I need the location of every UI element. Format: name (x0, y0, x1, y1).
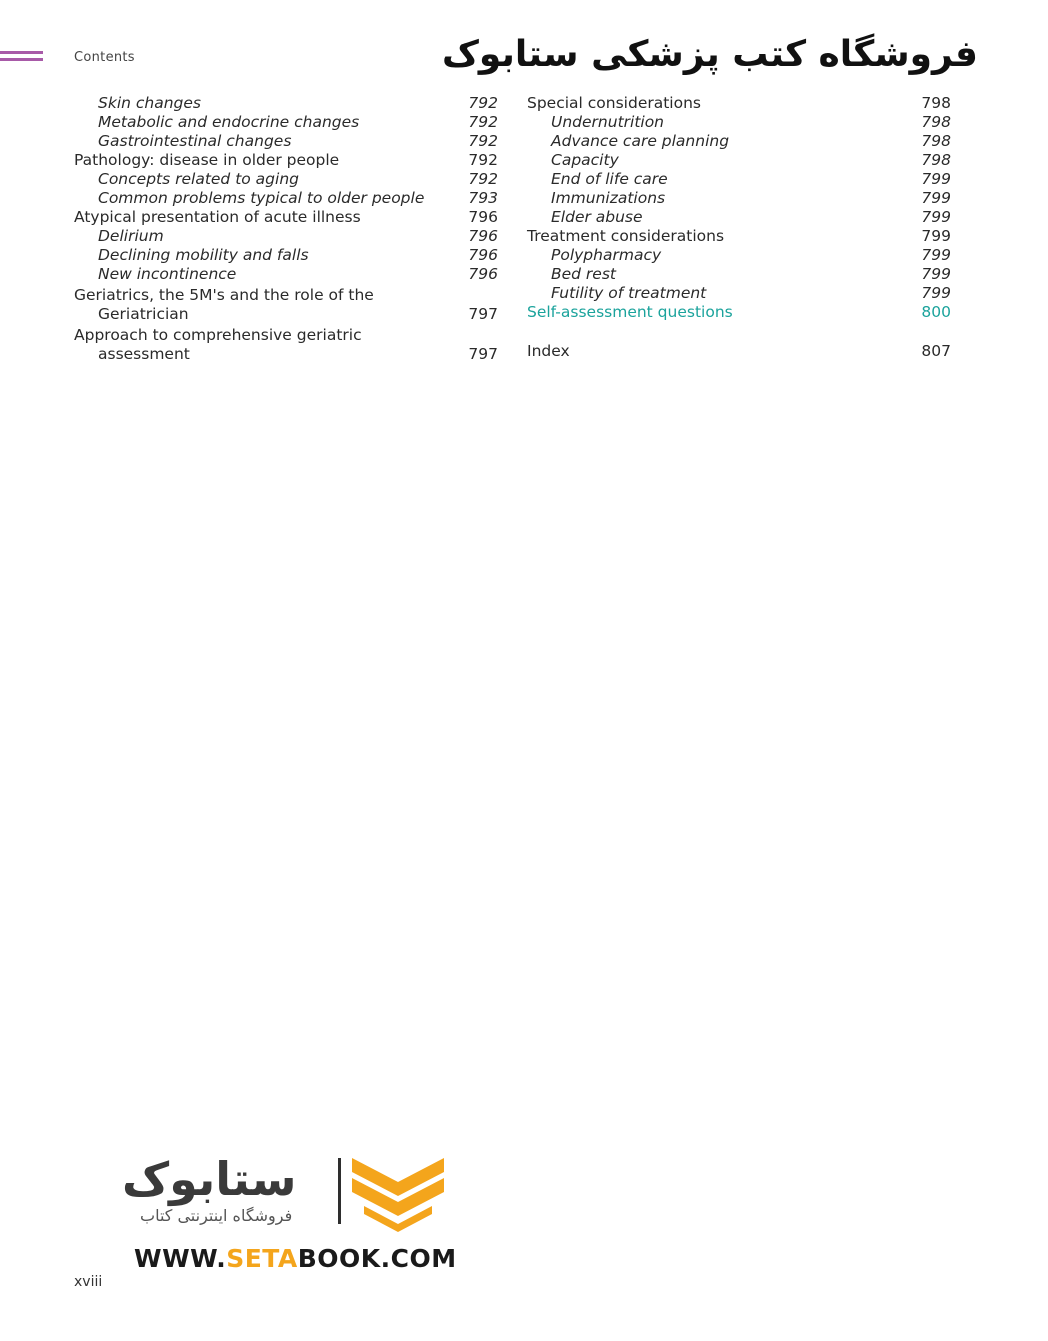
toc-entry-title (74, 286, 498, 324)
toc-entry-page: 798 (921, 132, 951, 150)
toc-entry-title: Declining mobility and falls (98, 246, 309, 264)
logo-divider (338, 1158, 341, 1224)
logo-url[interactable] (134, 1244, 457, 1273)
toc-entry[interactable] (74, 132, 498, 151)
toc-entry-page: 796 (468, 227, 498, 245)
toc-entry-page: 792 (468, 151, 498, 169)
toc-entry[interactable] (74, 151, 498, 170)
toc-entry[interactable] (527, 284, 951, 303)
toc-entry[interactable] (527, 113, 951, 132)
running-header: Contents (74, 50, 135, 65)
toc-entry-page: 796 (468, 208, 498, 226)
toc-entry[interactable] (74, 94, 498, 113)
toc-entry-title: Immunizations (551, 189, 666, 207)
toc-entry-page: 799 (921, 246, 951, 264)
toc-column-left (74, 94, 498, 366)
toc-entry[interactable] (74, 189, 498, 208)
logo-tagline: فروشگاه اینترنتی کتاب (140, 1206, 293, 1225)
publisher-logo (122, 1152, 457, 1282)
page-number: xviii (74, 1274, 103, 1290)
toc-entry-page: 798 (921, 151, 951, 169)
toc-entry[interactable] (527, 265, 951, 284)
toc-entry-title: Atypical presentation of acute illness (74, 208, 361, 226)
toc-entry-page: 797 (468, 345, 498, 363)
toc-entry[interactable] (74, 208, 498, 227)
toc-entry[interactable] (527, 227, 951, 246)
toc-entry[interactable] (74, 246, 498, 265)
logo-url-suffix: BOOK.COM (297, 1244, 457, 1273)
toc-entry-title (74, 326, 498, 364)
toc-entry-page: 799 (921, 227, 951, 245)
book-chevron-icon (350, 1154, 446, 1232)
toc-entry-title: End of life care (551, 170, 668, 188)
toc-entry-title: Futility of treatment (551, 284, 707, 302)
toc-entry-page: 792 (468, 170, 498, 188)
toc-entry-page: 796 (468, 246, 498, 264)
toc-entry-title: Capacity (551, 151, 619, 169)
toc-entry-title: Polypharmacy (551, 246, 662, 264)
toc-entry-title: New incontinence (98, 265, 237, 283)
toc-entry[interactable] (527, 151, 951, 170)
toc-entry[interactable] (74, 265, 498, 284)
toc-entry-title: Common problems typical to older people (98, 189, 425, 207)
toc-entry[interactable] (527, 132, 951, 151)
logo-url-prefix: WWW. (134, 1244, 227, 1273)
toc-entry[interactable] (527, 342, 951, 361)
toc-entry-title: Special considerations (527, 94, 701, 112)
toc-entry-title: Metabolic and endocrine changes (98, 113, 360, 131)
toc-entry-page: 792 (468, 132, 498, 150)
toc-entry-page: 796 (468, 265, 498, 283)
logo-url-accent: SETA (226, 1244, 298, 1273)
toc-entry-page: 792 (468, 94, 498, 112)
toc-entry[interactable] (74, 113, 498, 132)
logo-wordmark (122, 1152, 322, 1232)
toc-entry-title: Delirium (98, 227, 164, 245)
toc-entry-page: 792 (468, 113, 498, 131)
toc-entry[interactable] (527, 170, 951, 189)
toc-entry[interactable] (527, 208, 951, 227)
header-rule-top (0, 51, 43, 54)
toc-entry[interactable] (74, 286, 498, 324)
toc-entry-title: Treatment considerations (527, 227, 725, 245)
toc-entry-title: Self-assessment questions (527, 303, 733, 321)
toc-entry-page: 800 (921, 303, 951, 321)
toc-entry-page: 799 (921, 208, 951, 226)
toc-entry-page: 798 (921, 113, 951, 131)
toc-entry-page: 793 (468, 189, 498, 207)
toc-entry[interactable] (74, 170, 498, 189)
toc-entry-title: Elder abuse (551, 208, 643, 226)
toc-entry-page: 798 (921, 94, 951, 112)
toc-entry-title: Bed rest (551, 265, 616, 283)
toc-entry-page: 797 (468, 305, 498, 323)
toc-entry-title-line1: Approach to comprehensive geriatric (74, 326, 362, 344)
toc-entry-title: Gastrointestinal changes (98, 132, 292, 150)
toc-entry[interactable] (74, 227, 498, 246)
toc-entry[interactable] (527, 246, 951, 265)
watermark-text: فروشگاه کتب پزشکی ستابوک (441, 34, 978, 75)
toc-entry-page: 799 (921, 284, 951, 302)
toc-entry-title: Index (527, 342, 570, 360)
header-rule-bottom (0, 58, 43, 61)
toc-entry-title-line2: assessment (98, 345, 190, 363)
toc-entry-title: Undernutrition (551, 113, 665, 131)
toc-entry-title-line2: Geriatrician (98, 305, 189, 323)
toc-entry-title-line1: Geriatrics, the 5M's and the role of the (74, 286, 374, 304)
toc-entry-title: Skin changes (98, 94, 201, 112)
toc-entry[interactable] (527, 189, 951, 208)
toc-entry-page: 807 (921, 342, 951, 360)
toc-entry-title: Pathology: disease in older people (74, 151, 340, 169)
toc-entry-title: Advance care planning (551, 132, 730, 150)
toc-column-right (527, 94, 951, 361)
toc-entry-page: 799 (921, 189, 951, 207)
toc-entry[interactable] (74, 326, 498, 364)
toc-entry-page: 799 (921, 170, 951, 188)
toc-entry[interactable] (527, 303, 951, 322)
toc-entry-page: 799 (921, 265, 951, 283)
toc-entry[interactable] (527, 94, 951, 113)
toc-entry-title: Concepts related to aging (98, 170, 299, 188)
logo-persian-name: ستابوک (122, 1152, 297, 1206)
